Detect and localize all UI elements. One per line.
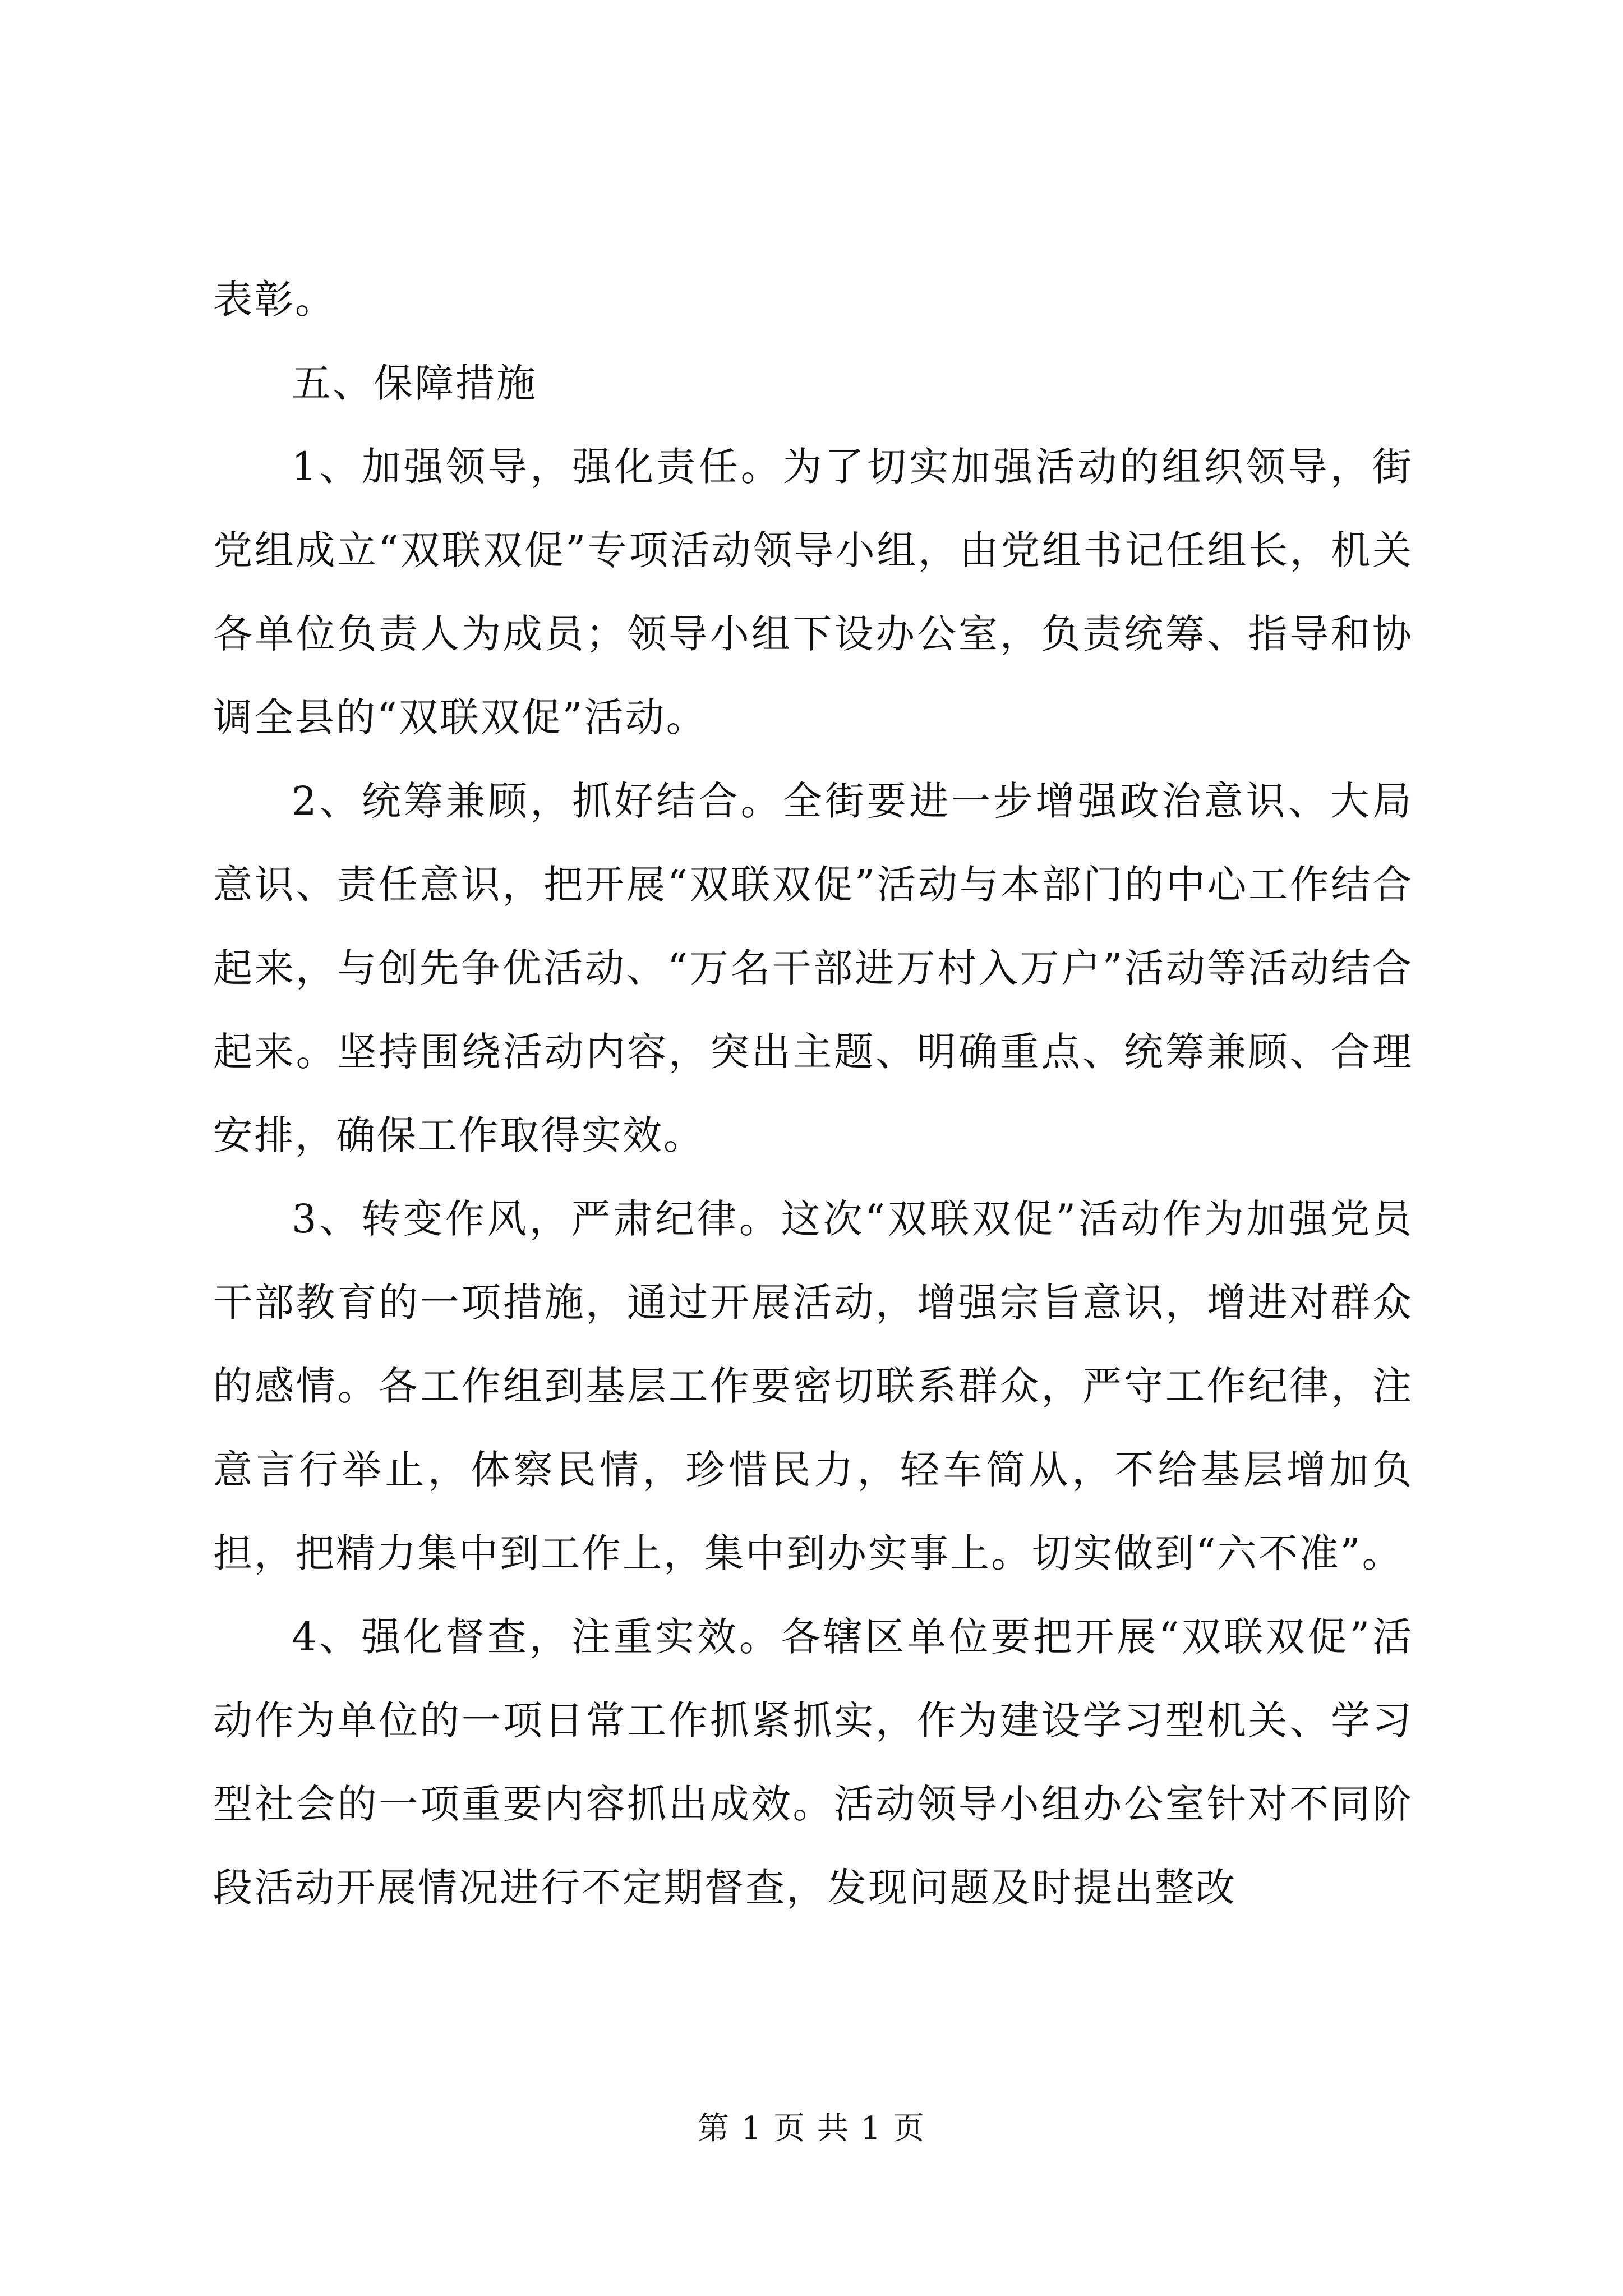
paragraph-supervision: 4、强化督查，注重实效。各辖区单位要把开展“双联双促”活动作为单位的一项日常工作抓紧抓实，作为建设学习型机关、学习型社会的一项重要内容抓出成效。活动领导小组办公室针对不同阶段活动开展情况进行不定期督查，发现问题及时提出整改 [213, 1614, 1413, 1911]
document-body [213, 258, 1413, 1930]
page-footer [0, 2109, 1623, 2148]
paragraph-discipline: 3、转变作风，严肃纪律。这次“双联双促”活动作为加强党员干部教育的一项措施，通过开展活动，增强宗旨意识，增进对群众的感情。各工作组到基层工作要密切联系群众，严守工作纪律，注意言行举止，体察民情，珍惜民力，轻车简从，不给基层增加负担，把精力集中到工作上，集中到办实事上。切实做到“六不准”。 [213, 1196, 1413, 1576]
paragraph-coordination: 2、统筹兼顾，抓好结合。全街要进一步增强政治意识、大局意识、责任意识，把开展“双联双促”活动与本部门的中心工作结合起来，与创先争优活动、“万名干部进万村入万户”活动等活动结合起来。坚持围绕活动内容，突出主题、明确重点、统筹兼顾、合理安排，确保工作取得实效。 [213, 778, 1413, 1158]
paragraph-1: 表彰。 [213, 277, 336, 323]
section-heading-safeguards: 五、保障措施 [292, 360, 537, 406]
page-number-label: 第 1 页 共 1 页 [697, 2110, 926, 2147]
paragraph-leadership: 1、加强领导，强化责任。为了切实加强活动的组织领导，街党组成立“双联双促”专项活动领导小组，由党组书记任组长，机关各单位负责人为成员；领导小组下设办公室，负责统筹、指导和协调全县的“双联双促”活动。 [213, 444, 1413, 740]
